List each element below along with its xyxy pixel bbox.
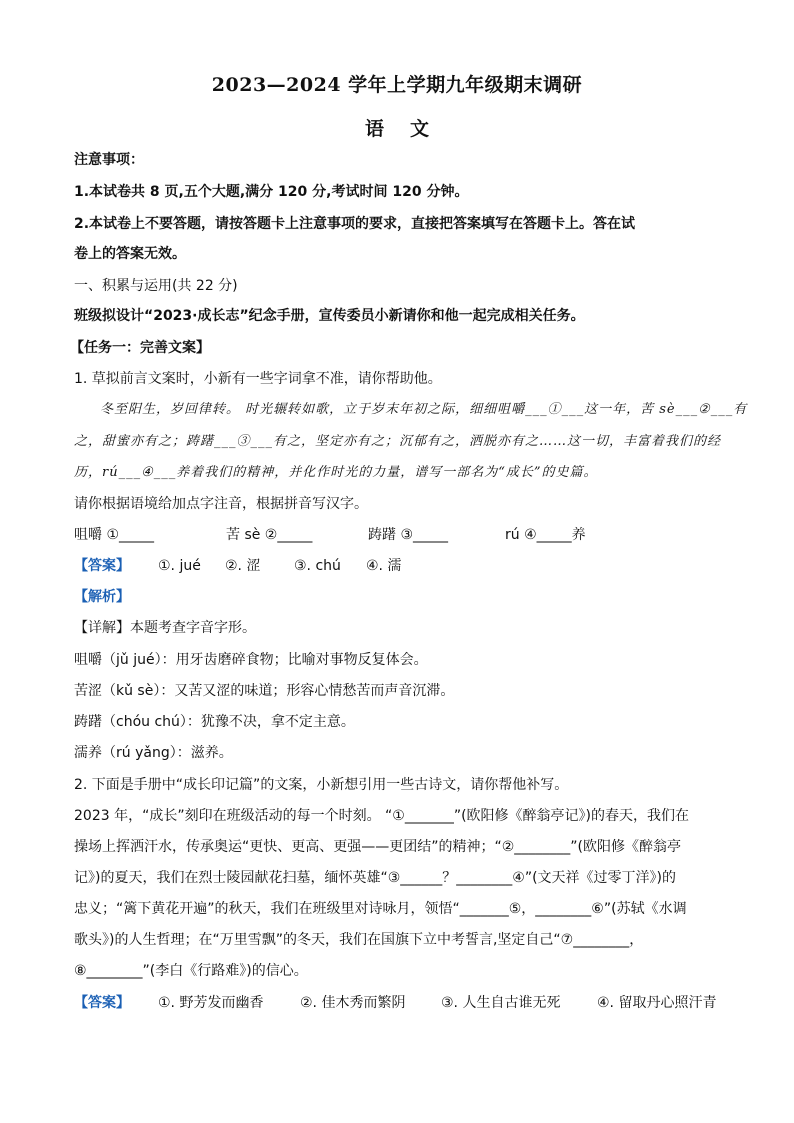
notice-item-2: 2.本试卷上不要答题，请按答题卡上注意事项的要求，直接把答案填写在答题卡上。答在试 [74, 216, 636, 232]
subject-title: 语文 [364, 118, 455, 140]
task-one-heading: 【任务一：完善文案】 [70, 340, 210, 356]
q1-stem: 1. 草拟前言文案时，小新有一些字词拿不准，请你帮助他。 [74, 371, 442, 387]
q1-explanation-1: 咀嚼（jǔ jué）：用牙齿磨碎食物；比喻对事物反复体会。 [74, 652, 428, 668]
q1-answer-1: ①. jué [158, 558, 201, 574]
q1-answer-label: 【答案】 [74, 558, 130, 574]
section-intro: 班级拟设计“2023·成长志”纪念手册，宣传委员小新请你和他一起完成相关任务。 [74, 308, 585, 324]
exam-title: 2023—2024 学年上学期九年级期末调研 [211, 74, 583, 96]
q1-explanation-3: 踌躇（chóu chú）：犹豫不决，拿不定主意。 [74, 714, 355, 730]
q2-answer-4: ④. 留取丹心照汗青 [597, 995, 717, 1011]
q2-stem: 2. 下面是手册中“成长印记篇”的文案，小新想引用一些古诗文，请你帮他补写。 [74, 777, 569, 793]
q1-blank-1: 咀嚼 ①_____ [74, 527, 155, 543]
notice-item-1: 1.本试卷共 8 页,五个大题,满分 120 分,考试时间 120 分钟。 [74, 184, 469, 200]
q1-analysis-label: 【解析】 [74, 589, 130, 605]
q1-passage-line-2: 之，甜蜜亦有之；踌躇___③___有之，坚定亦有之；沉郁有之，洒脱亦有之……这一切，丰富着我们的经 [74, 434, 722, 449]
section-heading: 一、积累与运用(共 22 分) [74, 278, 238, 294]
q1-explanation-4: 濡养（rú yǎng）：滋养。 [74, 745, 233, 761]
q1-blank-4: rú ④_____养 [505, 527, 586, 543]
q2-text-line-6: ⑧________”(李白《行路难》)的信心。 [74, 963, 308, 979]
q2-text-line-5: 歌头》)的人生哲理；在“万里雪飘”的冬天，我们在国旗下立中考誓言,坚定自己“⑦________， [74, 932, 644, 948]
q1-answer-2: ②. 涩 [225, 558, 261, 574]
q1-detail: 【详解】本题考查字音字形。 [74, 620, 256, 636]
q1-blank-2: 苦 sè ②_____ [226, 527, 313, 543]
q2-answer-3: ③. 人生自古谁无死 [441, 995, 561, 1011]
q1-answer-4: ④. 濡 [366, 558, 402, 574]
notice-heading: 注意事项： [74, 152, 144, 168]
q2-text-line-3: 记》)的夏天，我们在烈士陵园献花扫墓，缅怀英雄“③______？________④”(文天祥《过零丁洋》)的 [74, 870, 676, 886]
q2-text-line-1: 2023 年，“成长”刻印在班级活动的每一个时刻。 “①_______”(欧阳修《醉翁亭记》)的春天，我们在 [74, 808, 690, 824]
notice-item-2-cont: 卷上的答案无效。 [74, 246, 186, 262]
q1-blank-3: 踌躇 ③_____ [368, 527, 449, 543]
q2-text-line-2: 操场上挥洒汗水，传承奥运“更快、更高、更强——更团结”的精神；“②________”(欧阳修《醉翁亭 [74, 839, 682, 855]
q1-answer-3: ③. chú [294, 558, 341, 574]
q2-text-line-4: 忠义；“篱下黄花开遍”的秋天，我们在班级里对诗咏月，领悟“_______⑤，________⑥”(苏轼《水调 [74, 901, 687, 917]
q1-passage-line-3: 历，rú___④___养着我们的精神，并化作时光的力量，谱写一部名为“成长”的史篇。 [74, 465, 598, 480]
q1-instruction: 请你根据语境给加点字注音，根据拼音写汉字。 [74, 496, 368, 512]
q2-answer-label: 【答案】 [74, 995, 130, 1011]
q2-answer-1: ①. 野芳发而幽香 [158, 995, 264, 1011]
q1-passage-line-1: 冬至阳生，岁回律转。 时光辗转如歌，立于岁末年初之际，细细咀嚼___①___这一年，苦 sè___②___有 [100, 402, 748, 417]
q2-answer-2: ②. 佳木秀而繁阴 [300, 995, 406, 1011]
q1-explanation-2: 苦涩（kǔ sè）：又苦又涩的味道；形容心情愁苦而声音沉滞。 [74, 683, 455, 699]
